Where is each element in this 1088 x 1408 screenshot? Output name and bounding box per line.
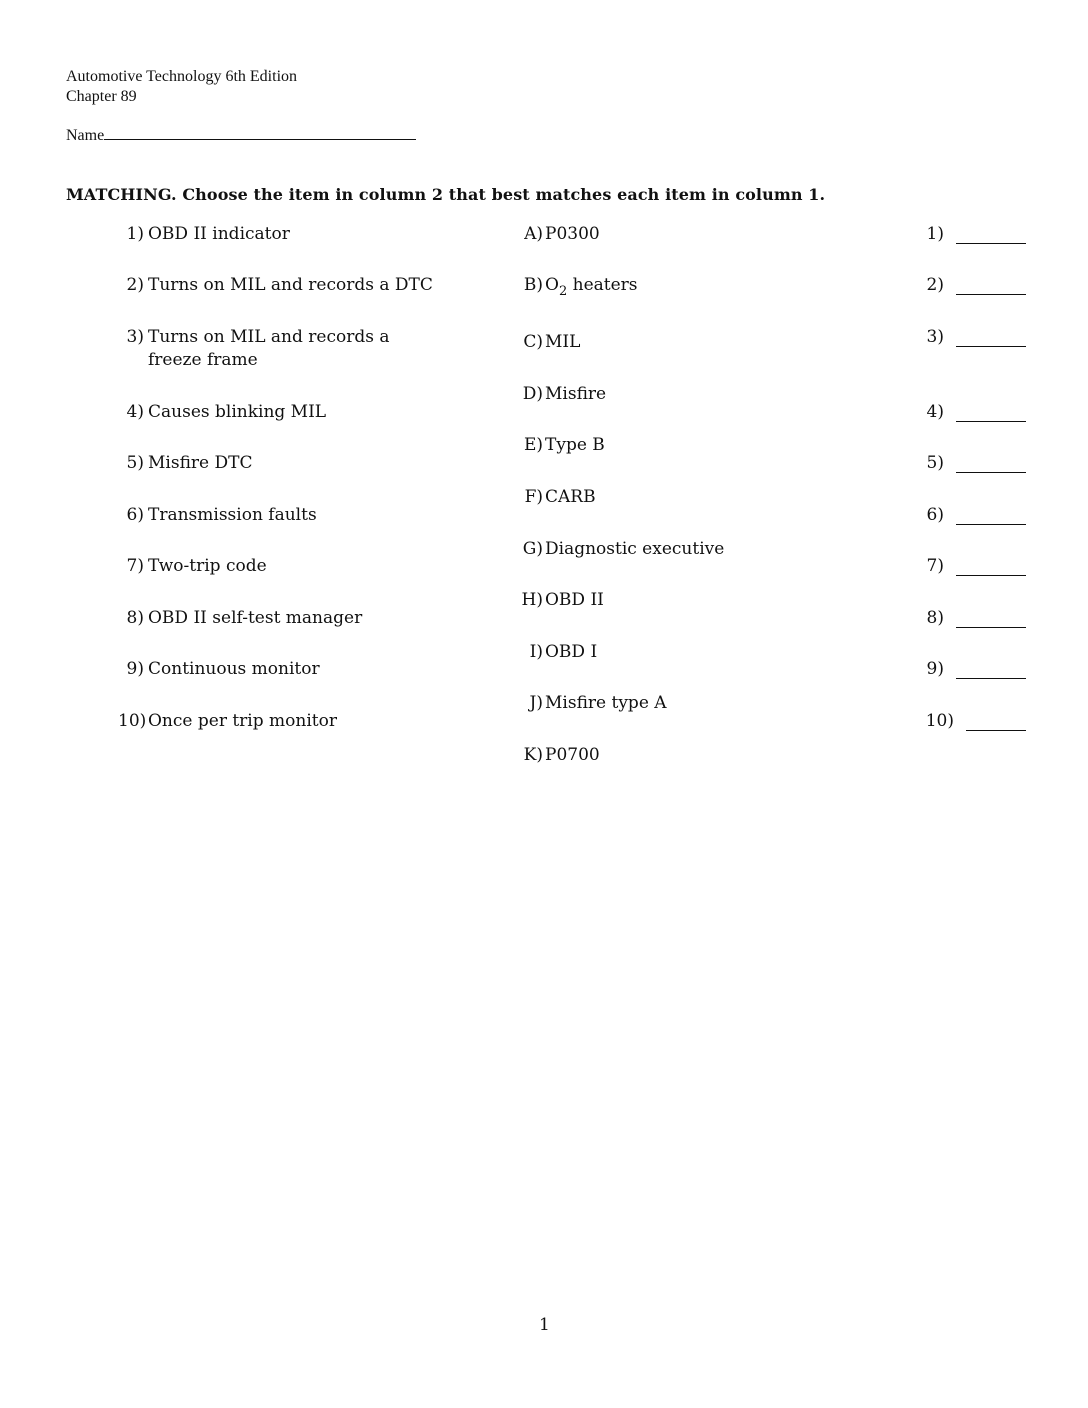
answer-number: 5): [926, 453, 944, 473]
answer-number: 9): [926, 659, 944, 679]
answer-blank[interactable]: [956, 472, 1026, 473]
option-item: [517, 223, 600, 246]
option-letter: A): [524, 224, 543, 244]
question-number: 10): [118, 711, 147, 731]
option-text: P0300: [545, 224, 600, 244]
name-blank-line[interactable]: [104, 125, 416, 140]
option-item: [517, 383, 606, 406]
option-text: Misfire: [545, 384, 607, 404]
question-number: 3): [126, 327, 144, 347]
question-number: 7): [126, 556, 144, 576]
question-text: Continuous monitor: [148, 659, 320, 679]
option-letter: G): [522, 539, 543, 559]
option-letter: F): [524, 487, 543, 507]
question-text: OBD II indicator: [148, 224, 290, 244]
option-text: Misfire type A: [545, 693, 667, 713]
option-letter: E): [523, 435, 543, 455]
question-item: [118, 274, 433, 297]
instructions-heading: MATCHING. Choose the item in column 2 that best matches each item in column 1.: [66, 185, 826, 204]
page-number: 1: [539, 1315, 550, 1335]
option-text: $O_2$ heaters: [545, 275, 638, 299]
option-item: [517, 274, 638, 297]
question-number: 8): [126, 608, 144, 628]
option-letter: K): [523, 745, 543, 765]
question-item: [118, 607, 362, 630]
option-text: MIL: [545, 332, 581, 352]
option-text: Type B: [545, 435, 605, 455]
option-letter: C): [523, 332, 543, 352]
option-letter: H): [521, 590, 543, 610]
option-item: [517, 434, 605, 457]
option-item: [517, 538, 724, 561]
answer-number: 4): [926, 402, 944, 422]
option-item: [517, 692, 667, 715]
answer-number: 6): [926, 505, 944, 525]
question-item: [118, 504, 317, 527]
question-text: Turns on MIL and records a DTC: [148, 275, 433, 295]
question-number: 5): [126, 453, 144, 473]
question-number: 2): [126, 275, 144, 295]
option-item: [517, 641, 597, 664]
answer-number: 10): [925, 711, 954, 731]
name-label: Name: [66, 127, 105, 144]
question-text: Turns on MIL and records a freeze frame: [148, 327, 390, 370]
option-letter: J): [529, 693, 543, 713]
option-text: Diagnostic executive: [545, 539, 725, 559]
answer-blank[interactable]: [966, 730, 1026, 731]
question-text: Causes blinking MIL: [148, 402, 327, 422]
question-number: 4): [126, 402, 144, 422]
option-letter: B): [523, 275, 543, 295]
answer-number: 7): [926, 556, 944, 576]
answer-blank[interactable]: [956, 678, 1026, 679]
answer-number: 3): [926, 327, 944, 347]
question-text: Two-trip code: [148, 556, 267, 576]
question-item: [118, 452, 252, 475]
question-number: 9): [126, 659, 144, 679]
answer-blank[interactable]: [956, 243, 1026, 244]
question-item: [118, 223, 290, 246]
question-item: [118, 555, 267, 578]
option-letter: D): [522, 384, 543, 404]
question-text: OBD II self-test manager: [148, 608, 363, 628]
question-number: 1): [126, 224, 144, 244]
answer-blank[interactable]: [956, 575, 1026, 576]
question-item: [118, 710, 337, 733]
answer-blank[interactable]: [956, 524, 1026, 525]
answer-blank[interactable]: [956, 294, 1026, 295]
name-field[interactable]: [66, 125, 416, 146]
question-item: [118, 658, 320, 681]
option-text: OBD II: [545, 590, 604, 610]
answer-number: 2): [926, 275, 944, 295]
question-text: Once per trip monitor: [148, 711, 337, 731]
answer-blank[interactable]: [956, 421, 1026, 422]
option-text: P0700: [545, 745, 600, 765]
book-title: Automotive Technology 6th Edition: [66, 68, 298, 85]
option-item: [517, 589, 604, 612]
option-item: [517, 331, 580, 354]
option-text: CARB: [545, 487, 596, 507]
answer-number: 8): [926, 608, 944, 628]
chapter-label: Chapter 89: [66, 88, 137, 105]
question-item: [118, 401, 326, 424]
option-item: [517, 486, 596, 509]
answer-blank[interactable]: [956, 346, 1026, 347]
option-letter: I): [529, 642, 543, 662]
option-item: [517, 744, 600, 767]
option-text: OBD I: [545, 642, 598, 662]
question-text: Transmission faults: [148, 505, 317, 525]
answer-number: 1): [926, 224, 944, 244]
question-number: 6): [126, 505, 144, 525]
question-text: Misfire DTC: [148, 453, 253, 473]
question-item: [118, 326, 438, 372]
answer-blank[interactable]: [956, 627, 1026, 628]
